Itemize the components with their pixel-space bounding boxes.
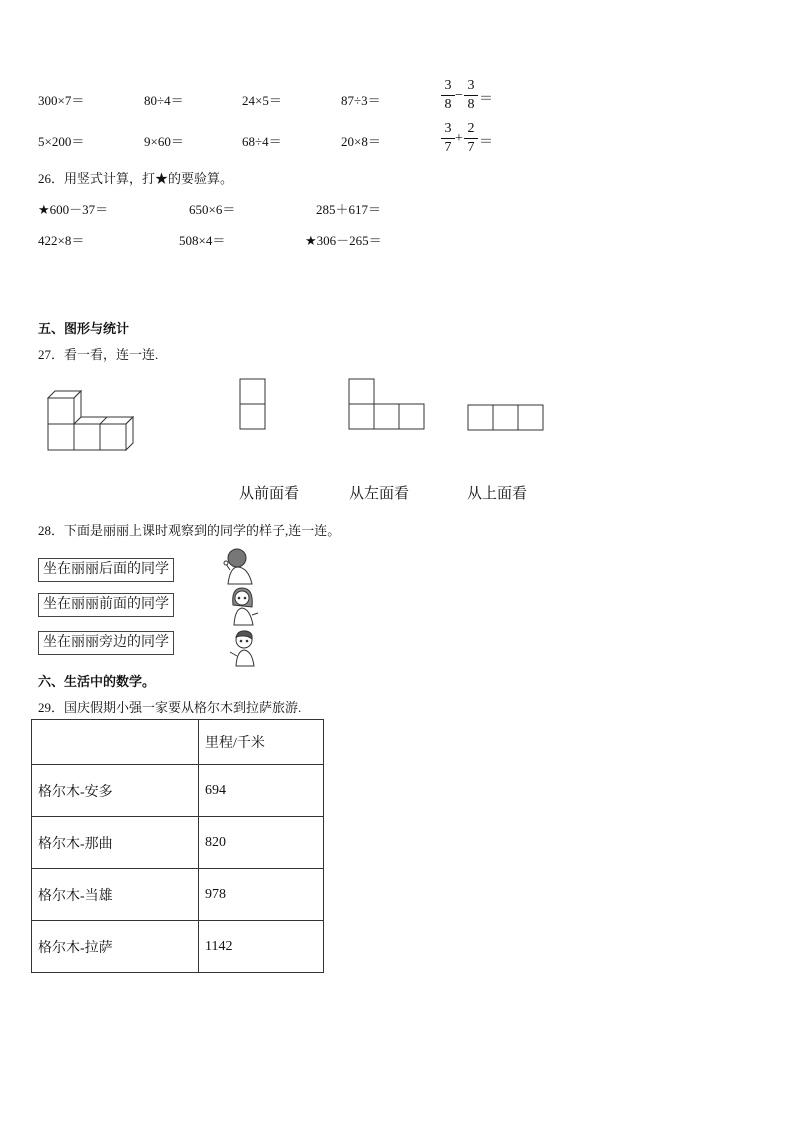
table-cell-route: 格尔木-拉萨	[32, 921, 199, 973]
view-shape-horizontal-three	[467, 404, 547, 432]
calc-item: 87÷3＝	[341, 93, 381, 108]
section-6-heading: 六、生活中的数学。	[38, 674, 156, 689]
calc-item: 24×5＝	[242, 93, 282, 108]
label-classmate-beside: 坐在丽丽旁边的同学	[38, 631, 174, 655]
calc-item: 300×7＝	[38, 93, 85, 108]
student-front-girl-icon	[228, 585, 260, 627]
denominator: 7	[467, 140, 475, 155]
table-row	[32, 765, 324, 817]
fraction	[441, 78, 455, 113]
question-26-title: 26．用竖式计算，打★的要验算。	[38, 171, 234, 186]
cube-solid-figure	[44, 384, 140, 454]
table-row	[32, 817, 324, 869]
denominator: 8	[467, 97, 475, 112]
calc-item: 68÷4＝	[242, 134, 282, 149]
numerator: 3	[444, 78, 452, 93]
mileage-table	[31, 719, 324, 973]
question-28-title: 28．下面是丽丽上课时观察到的同学的样子,连一连。	[38, 523, 341, 538]
table-header-row	[32, 720, 324, 765]
equals-sign: ＝	[479, 135, 493, 150]
view-label-front: 从前面看	[239, 486, 300, 502]
fraction	[441, 121, 455, 156]
fraction-bar	[441, 138, 455, 139]
denominator: 8	[444, 97, 452, 112]
table-cell-distance: 1142	[199, 921, 324, 973]
operator: +	[455, 131, 463, 146]
table-cell-distance: 978	[199, 869, 324, 921]
operator: −	[455, 88, 463, 103]
fraction-bar	[441, 95, 455, 96]
label-classmate-front: 坐在丽丽前面的同学	[38, 593, 174, 617]
calc-item: 80÷4＝	[144, 93, 184, 108]
view-label-top: 从上面看	[467, 486, 528, 502]
student-side-boy-icon	[226, 628, 260, 668]
view-shape-l-four	[348, 378, 428, 432]
view-label-left: 从左面看	[349, 486, 410, 502]
vertical-calc-item: 285＋617＝	[316, 202, 382, 217]
fraction-bar	[464, 95, 478, 96]
table-cell-route: 格尔木-安多	[32, 765, 199, 817]
calc-item: 20×8＝	[341, 134, 381, 149]
section-5-heading: 五、图形与统计	[38, 321, 130, 336]
denominator: 7	[444, 140, 452, 155]
numerator: 3	[467, 78, 475, 93]
vertical-calc-item: 508×4＝	[179, 233, 226, 248]
student-back-view-icon	[222, 546, 258, 586]
fraction-bar	[464, 138, 478, 139]
table-header-cell	[32, 720, 199, 765]
view-shape-vertical-two	[239, 378, 267, 432]
table-cell-distance: 820	[199, 817, 324, 869]
fraction	[464, 121, 478, 156]
table-cell-route: 格尔木-当雄	[32, 869, 199, 921]
numerator: 3	[444, 121, 452, 136]
table-row	[32, 869, 324, 921]
label-classmate-behind: 坐在丽丽后面的同学	[38, 558, 174, 582]
calc-item: 9×60＝	[144, 134, 184, 149]
vertical-calc-item: ★306－265＝	[305, 233, 382, 248]
table-cell-route: 格尔木-那曲	[32, 817, 199, 869]
table-header-cell: 里程/千米	[199, 720, 324, 765]
calc-item: 5×200＝	[38, 134, 85, 149]
vertical-calc-item: ★600－37＝	[38, 202, 109, 217]
vertical-calc-item: 422×8＝	[38, 233, 85, 248]
numerator: 2	[467, 121, 475, 136]
equals-sign: ＝	[479, 92, 493, 107]
table-row	[32, 921, 324, 973]
question-29-title: 29．国庆假期小强一家要从格尔木到拉萨旅游.	[38, 700, 302, 715]
vertical-calc-item: 650×6＝	[189, 202, 236, 217]
fraction	[464, 78, 478, 113]
question-27-title: 27．看一看，连一连.	[38, 347, 159, 362]
table-cell-distance: 694	[199, 765, 324, 817]
